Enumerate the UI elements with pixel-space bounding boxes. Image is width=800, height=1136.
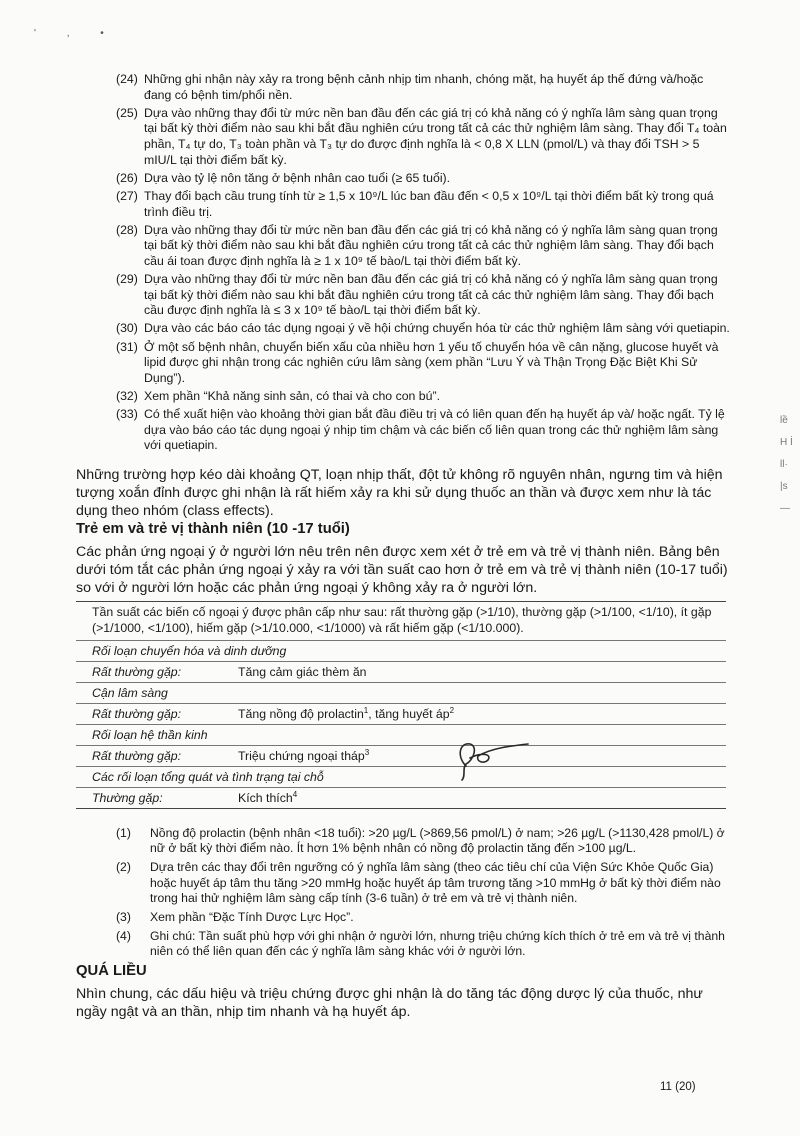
footnotes-list xyxy=(116,72,730,457)
frequency-label: Thường gặp: xyxy=(92,791,163,805)
page-number: 11 (20) xyxy=(660,1081,696,1093)
footnote-number: (30) xyxy=(116,321,138,336)
event-text: Triệu chứng ngoại tháp xyxy=(238,749,365,763)
footnote-text: Ghi chú: Tần suất phù hợp với ghi nhận ở người lớn, nhưng triệu chứng kích thích ở trẻ em và trẻ vị thành niên có thể liên quan đến các ý nghĩa lâm sàng khác với ở người lớn. xyxy=(150,928,725,959)
footnote-31 xyxy=(116,340,730,387)
footnote-number: (24) xyxy=(116,72,138,86)
event-text: , tăng huyết áp xyxy=(368,707,450,721)
table-intro: Tần suất các biến cố ngoại ý được phân cấp như sau: rất thường gặp (>1/10), thường gặp (>1/100, <1/10), ít gặp (>1/1000, <1/100), hiếm gặp (>1/10.000, <1/1000) và rất hiếm gặp (<1/10.000). xyxy=(76,601,726,640)
footnote-text: Dựa vào những thay đổi từ mức nền ban đầu đến các giá trị có khả năng có ý nghĩa lâm sàng quan trọng tại bất kỳ thời điểm nào sau khi bắt đầu nghiên cứu trong tất cả các thử nghiệm lâm sàng. Thay đổi T₄ toàn phần, T₄ tự do, T₃ toàn phần và T₃ tự do được định nghĩa là < 0,8 X LLN (pmol/L) và thay đổi TSH > 5 mIU/L tại thời điểm bất kỳ. xyxy=(144,105,727,167)
footnote-number: (31) xyxy=(116,339,138,354)
table-footnote-2 xyxy=(116,860,726,906)
footnote-27 xyxy=(116,189,730,220)
category-nervous-system: Rối loạn hệ thần kinh xyxy=(76,724,726,745)
footnote-number: (1) xyxy=(116,826,131,840)
footnote-number: (27) xyxy=(116,188,138,203)
margin-scan-marks: lề H İ ll· |s — xyxy=(780,415,793,514)
frequency-label: Rất thường gặp: xyxy=(92,665,182,679)
category-investigations: Cận lâm sàng xyxy=(76,682,726,703)
footnote-25 xyxy=(116,106,730,168)
footnote-ref: 1 xyxy=(363,705,369,715)
footnote-number: (4) xyxy=(116,928,131,943)
footnote-26 xyxy=(116,171,730,187)
footnote-text: Dựa vào các báo cáo tác dụng ngoại ý về hội chứng chuyển hóa từ các thử nghiệm lâm sàng với quetiapin. xyxy=(144,321,730,336)
children-paragraph: Các phản ứng ngoại ý ở người lớn nêu trên nên được xem xét ở trẻ em và trẻ vị thành niên. Bảng bên dưới tóm tắt các phản ứng ngoại ý xảy ra với tần suất cao hơn ở trẻ em và trẻ vị thành niên (10-17 tuổi) so với ở người lớn hoặc các phản ứng ngoại ý không xảy ra ở người lớn. xyxy=(76,544,728,596)
footnote-30 xyxy=(116,321,730,337)
footnote-text: Dựa vào những thay đổi từ mức nền ban đầu đến các giá trị có khả năng có ý nghĩa lâm sàng quan trọng tại bất kỳ thời điểm nào sau khi bắt đầu nghiên cứu trong tất cả các thử nghiệm lâm sàng. Thay đổi bạch cầu được định nghĩa là ≤ 3 x 10⁹ tế bào/L tại thời điểm bất kỳ. xyxy=(144,272,718,318)
footnote-text: Thay đổi bạch cầu trung tính từ ≥ 1,5 x 10⁹/L lúc ban đầu đến < 0,5 x 10⁹/L tại thời điểm bất kỳ trong quá trình điều trị. xyxy=(144,188,714,219)
footnote-text: Dựa vào tỷ lệ nôn tăng ở bệnh nhân cao tuổi (≥ 65 tuổi). xyxy=(144,170,451,185)
frequency-label: Rất thường gặp: xyxy=(92,707,182,721)
qt-paragraph: Những trường hợp kéo dài khoảng QT, loạn nhịp thất, đột tử không rõ nguyên nhân, ngưng tim và hiện tượng xoắn đỉnh được ghi nhận là rất hiếm xảy ra khi sử dụng thuốc an thần và được xem như là tác dụng theo nhóm (class effects). xyxy=(76,467,723,519)
children-heading: Trẻ em và trẻ vị thành niên (10 -17 tuổi) xyxy=(76,521,350,537)
footnote-28 xyxy=(116,223,730,270)
footnote-ref: 4 xyxy=(292,789,298,799)
scan-specks: ' , • xyxy=(34,28,118,39)
footnote-number: (25) xyxy=(116,105,138,120)
footnote-number: (29) xyxy=(116,272,138,287)
footnote-29 xyxy=(116,272,730,319)
footnote-32 xyxy=(116,389,730,405)
table-footnote-4 xyxy=(116,929,726,960)
footnote-ref: 3 xyxy=(364,747,370,757)
event-description xyxy=(238,704,726,724)
footnote-text: Xem phần “Đặc Tính Dược Lực Học”. xyxy=(150,909,354,924)
footnote-text: Ở một số bệnh nhân, chuyển biến xấu của nhiều hơn 1 yếu tố chuyển hóa về cân nặng, glucose huyết và lipid được ghi nhận trong các nghiên cứu lâm sàng (xem phần “Lưu Ý và Thận Trọng Đặc Biệt Khi Sử Dụng”). xyxy=(144,339,719,385)
table-row xyxy=(76,703,726,724)
footnote-ref: 2 xyxy=(449,705,455,715)
footnote-number: (3) xyxy=(116,909,131,924)
footnote-text: Xem phần “Khả năng sinh sản, có thai và cho con bú”. xyxy=(144,389,440,404)
pediatric-adverse-events-table xyxy=(76,601,726,809)
table-footnotes xyxy=(116,826,726,963)
footnote-33 xyxy=(116,407,730,454)
event-text: Tăng nồng độ prolactin xyxy=(238,707,364,721)
footnote-text: Nồng độ prolactin (bệnh nhân <18 tuổi): >20 µg/L (>869,56 pmol/L) ở nam; >26 µg/L (>1130,428 pmol/L) ở nữ ở bất kỳ thời điểm nào. Ít hơn 1% bệnh nhân có nồng độ prolactin tăng đến >100 µg/L. xyxy=(150,826,725,856)
footnote-number: (28) xyxy=(116,222,138,237)
footnote-number: (2) xyxy=(116,860,131,875)
overdose-paragraph: Nhìn chung, các dấu hiệu và triệu chứng được ghi nhận là do tăng tác động dược lý của thuốc, như ngầy ngật và an thần, nhịp tim nhanh và hạ huyết áp. xyxy=(76,986,703,1020)
table-row xyxy=(76,787,726,809)
footnote-24 xyxy=(116,72,730,103)
category-general-disorders: Các rối loạn tổng quát và tình trạng tại chỗ xyxy=(76,766,726,787)
footnote-number: (32) xyxy=(116,389,138,404)
handwritten-signature xyxy=(452,736,532,782)
table-row xyxy=(76,661,726,682)
overdose-heading: QUÁ LIỀU xyxy=(76,963,147,979)
category-metabolism: Rối loạn chuyển hóa và dinh dưỡng xyxy=(76,640,726,661)
footnote-number: (26) xyxy=(116,170,138,185)
frequency-label: Rất thường gặp: xyxy=(92,749,182,763)
event-text: Kích thích xyxy=(238,791,293,805)
table-row xyxy=(76,745,726,766)
table-footnote-1 xyxy=(116,826,726,857)
table-footnote-3 xyxy=(116,910,726,925)
footnote-text: Dựa vào những thay đổi từ mức nền ban đầu đến các giá trị có khả năng có ý nghĩa lâm sàng quan trọng tại bất kỳ thời điểm nào sau khi bắt đầu nghiên cứu trong tất cả các thử nghiệm lâm sàng. Thay đổi bạch cầu ái toan được định nghĩa là ≥ 1 x 10⁹ tế bào/L tại thời điểm bất kỳ. xyxy=(144,222,718,268)
footnote-text: Có thể xuất hiện vào khoảng thời gian bắt đầu điều trị và có liên quan đến hạ huyết áp và/ hoặc ngất. Tỷ lệ dựa vào báo cáo tác dụng ngoại ý nhịp tim chậm và các biến cố liên quan trong các thử nghiệm lâm sàng với quetiapin. xyxy=(144,407,725,453)
event-description: Tăng cảm giác thèm ăn xyxy=(238,665,367,679)
footnote-text: Những ghi nhận này xảy ra trong bệnh cảnh nhịp tim nhanh, chóng mặt, hạ huyết áp thế đứng và/hoặc đang có bệnh tim/phổi nền. xyxy=(144,72,704,102)
footnote-number: (33) xyxy=(116,407,138,422)
event-description xyxy=(238,788,726,808)
footnote-text: Dựa trên các thay đổi trên ngưỡng có ý nghĩa lâm sàng (theo các tiêu chí của Viện Sức Khỏe Quốc Gia) hoặc huyết áp tâm thu tăng >20 mmHg hoặc huyết áp tâm trương tăng >10 mmHg ở bất kỳ thời điểm nào trong hai thử nghiệm lâm sàng cấp tính (3-6 tuần) ở trẻ em và trẻ vị thành niên. xyxy=(150,860,721,906)
